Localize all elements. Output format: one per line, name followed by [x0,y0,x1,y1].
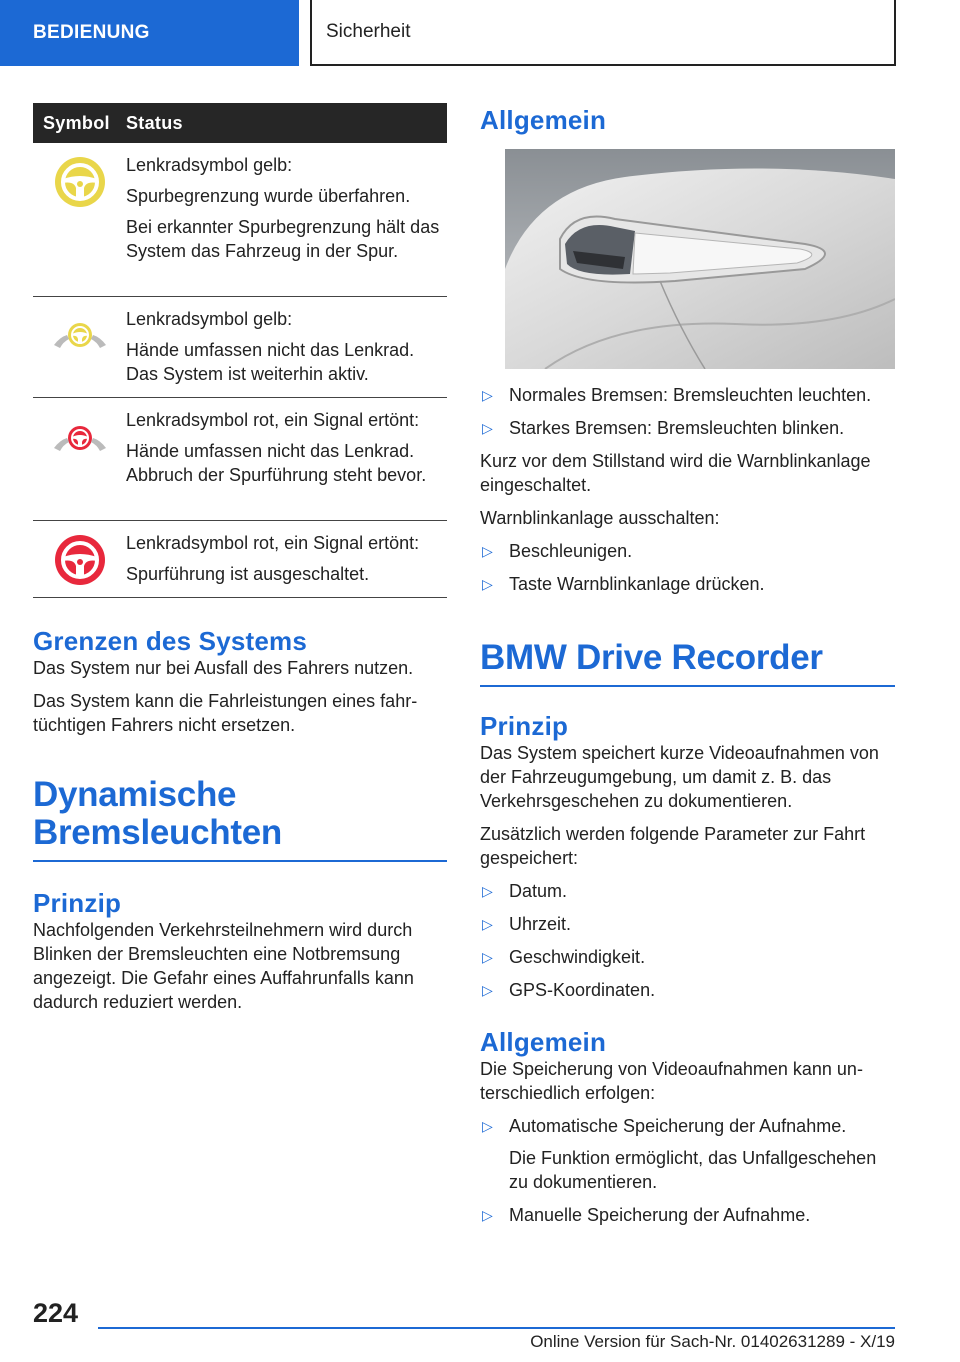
table-row [33,143,447,296]
steering-wheel-hands-yellow-icon [50,315,110,355]
status-line: Spurführung ist ausgeschaltet. [126,563,370,584]
status-cell [126,520,447,597]
table-row [33,296,447,397]
list-item: ▷ Uhrzeit. [482,914,572,934]
recorder-parameters-list [480,879,895,1002]
list-item: ▷ Beschleunigen. [482,541,633,561]
steering-wheel-yellow-icon [53,155,107,209]
page-header [0,0,960,66]
recording-options-list [480,1114,895,1227]
list-item: ▷ Geschwindigkeit. [482,947,646,967]
triangle-bullet-icon: ▷ [482,916,493,932]
status-line: Lenkradsymbol rot, ein Signal ertönt: [126,532,420,553]
status-line: Lenkradsymbol gelb: [126,308,293,329]
chapter-tab[interactable]: BEDIENUNG [0,0,299,66]
recorder-parameters-text: Zusätzlich werden folgende Parameter zur Fahrt gespeichert: [480,824,866,868]
hazard-lights-text: Kurz vor dem Stillstand wird die Warnblinkanlage eingeschaltet. [480,451,871,495]
symbol-cell [33,520,126,597]
status-line: Bei erkannter Spurbegrenzung hält das System das Fahrzeug in der Spur. [126,217,440,261]
limits-text-1: Das System nur bei Ausfall des Fahrers nutzen. [33,657,414,678]
list-item: ▷ Starkes Bremsen: Bremsleuchten blinken. [482,418,845,438]
left-column [33,103,447,1023]
status-line: Lenkradsymbol rot, ein Signal ertönt: [126,409,420,430]
status-line: Hände umfassen nicht das Lenkrad. Das System ist weiterhin aktiv. [126,339,415,384]
recorder-general-text: Die Speicherung von Videoaufnahmen kann unterschiedlich erfolgen: [480,1059,863,1103]
triangle-bullet-icon: ▷ [482,543,493,559]
hazard-off-list [480,539,895,596]
status-line: Lenkradsymbol gelb: [126,155,293,175]
status-cell [126,296,447,397]
list-item: ▷ Automatische Speicherung der Aufnahme. Die Funktion ermöglicht, das Unfallgeschehen zu dokumentieren. [480,1114,895,1194]
status-line: Spurbegrenzung wurde überfahren. [126,186,411,206]
limits-heading: Grenzen des Systems [33,625,308,656]
online-version-note: Online Version für Sach-Nr. 01402631289 - X/19 [530,1332,895,1351]
principle-text: Nachfolgenden Verkehrsteilnehmern wird durch Blinken der Bremsleuchten eine Notbremsung angezeigt. Die Gefahr eines Auffahrunfalls kann dadurch reduziert werden. [33,919,414,1012]
list-item: ▷ GPS-Koordinaten. [482,980,656,1000]
limits-text-2: Das System kann die Fahrleistungen eines fahrtüchtigen Fahrers nicht ersetzen. [33,690,418,735]
symbol-cell [33,296,126,397]
status-cell [126,397,447,520]
status-cell [126,143,447,296]
chapter-title-dynamic-brake-lights: Dynamische Bremsleuchten [33,776,447,862]
triangle-bullet-icon: ▷ [482,576,493,592]
option-note: Die Funktion ermöglicht, das Unfallgeschehen zu dokumentieren. [509,1148,877,1192]
triangle-bullet-icon: ▷ [482,420,493,436]
page-number: 224 [33,1298,79,1328]
triangle-bullet-icon: ▷ [482,1118,493,1134]
hazard-off-text: Warnblinkanlage ausschalten: [480,508,720,528]
list-item: ▷ Taste Warnblinkanlage drücken. [482,574,765,594]
steering-wheel-hands-red-icon [50,418,110,458]
triangle-bullet-icon: ▷ [482,387,493,403]
principle-heading: Prinzip [33,887,122,918]
triangle-bullet-icon: ▷ [482,883,493,899]
table-row [33,397,447,520]
symbol-cell [33,397,126,520]
symbol-cell [33,143,126,296]
general-heading: Allgemein [480,105,607,135]
recorder-principle-text: Das System speichert kurze Videoaufnahmen von der Fahrzeugumgebung, um damit z. B. das Verkehrsgeschehen zu dokumentieren. [480,743,879,811]
recorder-general-heading: Allgemein [480,1027,607,1057]
status-line: Hände umfassen nicht das Lenkrad. Abbruch der Spurführung steht bevor. [126,440,427,485]
tail-light-image [505,149,895,369]
recorder-principle-heading: Prinzip [480,711,569,741]
right-column [480,103,895,1236]
list-item: ▷ Manuelle Speicherung der Aufnahme. [482,1205,811,1225]
footer-divider [98,1327,895,1329]
chapter-title-drive-recorder: BMW Drive Recorder [480,639,895,687]
steering-wheel-red-icon [53,533,107,587]
section-tab[interactable]: Sicherheit [310,0,896,66]
triangle-bullet-icon: ▷ [482,982,493,998]
column-header-status: Status [126,103,447,143]
triangle-bullet-icon: ▷ [482,1207,493,1223]
table-row [33,520,447,597]
list-item: ▷ Datum. [482,881,568,901]
list-item: ▷ Normales Bremsen: Bremsleuchten leuchten. [482,385,872,405]
symbol-status-table [33,103,447,598]
brake-bullet-list [480,383,895,440]
column-header-symbol: Symbol [33,103,126,143]
triangle-bullet-icon: ▷ [482,949,493,965]
